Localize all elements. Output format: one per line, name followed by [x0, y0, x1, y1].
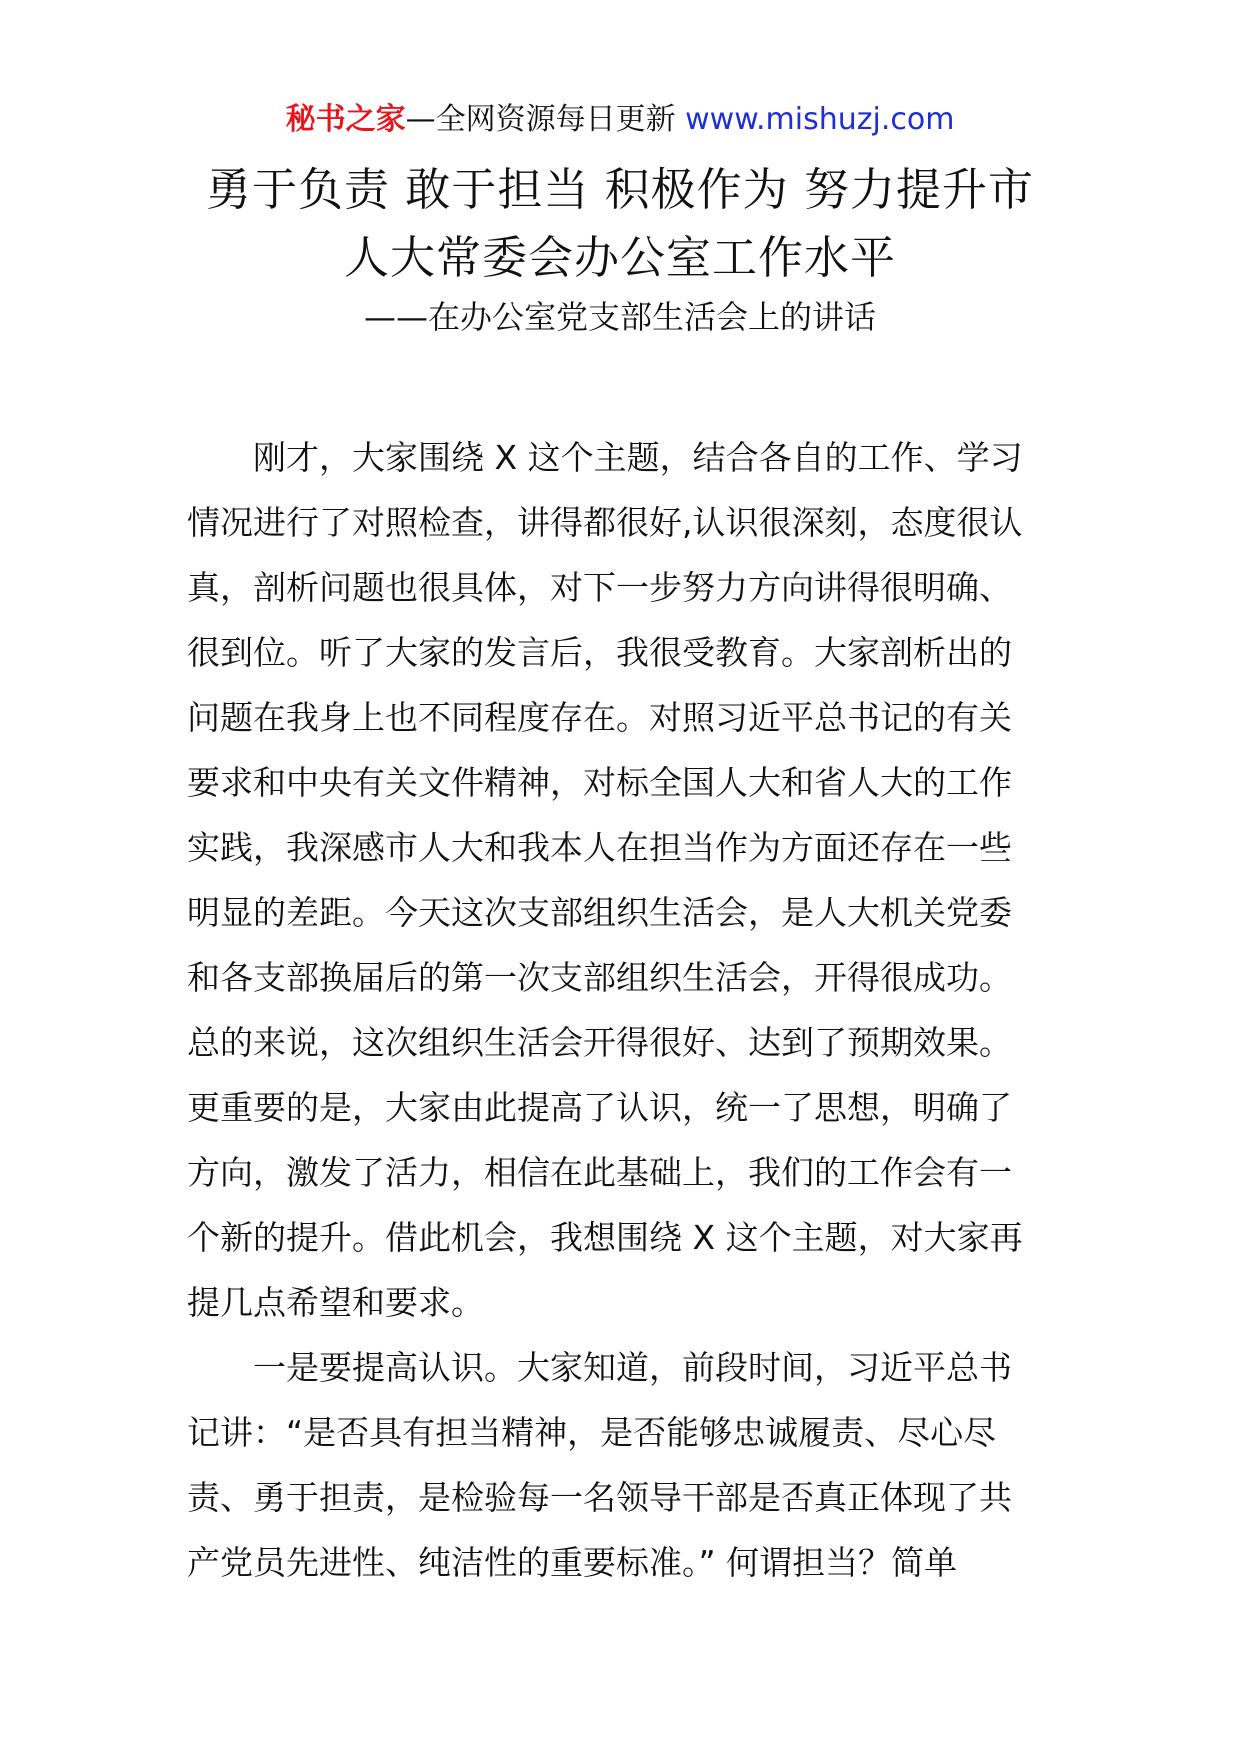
- text-line: 情况进行了对照检查，讲得都很好,认识很深刻，态度很认: [187, 503, 1023, 542]
- text-line: 责、勇于担责，是检验每一名领导干部是否真正体现了共: [187, 1478, 1012, 1517]
- text-line: 更重要的是，大家由此提高了认识，统一了思想，明确了: [187, 1088, 1012, 1127]
- text-line: 和各支部换届后的第一次支部组织生活会，开得很成功。: [187, 958, 1012, 997]
- text-line: 要求和中央有关文件精神，对标全国人大和省人大的工作: [187, 763, 1012, 802]
- document-title-line-2: 人大常委会办公室工作水平: [343, 231, 896, 284]
- document-body: [187, 425, 1047, 1595]
- site-url-link[interactable]: www.mishuzj.com: [685, 102, 955, 137]
- document-title-line-1: 勇于负责 敢于担当 积极作为 努力提升市: [206, 163, 1034, 216]
- header-slogan: —全网资源每日更新: [405, 102, 676, 137]
- text-line: 记讲：“是否具有担当精神，是否能够忠诚履责、尽心尽: [187, 1413, 997, 1452]
- text-line: 真，剖析问题也很具体，对下一步努力方向讲得很明确、: [187, 568, 1012, 607]
- text-line: 提几点希望和要求。: [187, 1283, 484, 1322]
- text-line: 一是要提高认识。大家知道，前段时间，习近平总书: [253, 1348, 1012, 1387]
- text-line: 实践，我深感市人大和我本人在担当作为方面还存在一些: [187, 828, 1012, 867]
- text-line: 产党员先进性、纯洁性的重要标准。” 何谓担当？简单: [187, 1543, 958, 1582]
- paragraph-1: [187, 425, 1047, 1335]
- brand-name: 秘书之家: [285, 102, 406, 137]
- site-header: [0, 100, 1240, 140]
- text-line: 总的来说，这次组织生活会开得很好、达到了预期效果。: [187, 1023, 1012, 1062]
- text-line: 明显的差距。今天这次支部组织生活会，是人大机关党委: [187, 893, 1012, 932]
- text-line: 问题在我身上也不同程度存在。对照习近平总书记的有关: [187, 698, 1012, 737]
- document-subtitle: ——在办公室党支部生活会上的讲话: [363, 298, 876, 336]
- text-line: 方向，激发了活力，相信在此基础上，我们的工作会有一: [187, 1153, 1012, 1192]
- text-line: 很到位。听了大家的发言后，我很受教育。大家剖析出的: [187, 633, 1012, 672]
- text-line: 个新的提升。借此机会，我想围绕 X 这个主题，对大家再: [187, 1218, 1023, 1257]
- paragraph-2: [187, 1335, 1047, 1595]
- text-line: 刚才，大家围绕 X 这个主题，结合各自的工作、学习: [253, 438, 1023, 477]
